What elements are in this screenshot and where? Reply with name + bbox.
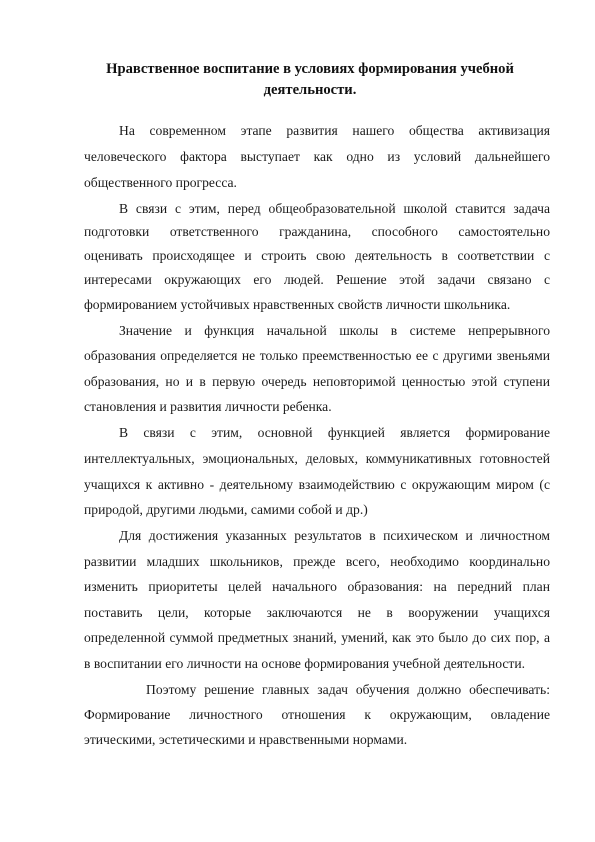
- paragraph-5-line: поставить цели, которые заключаются не в вооружении учащихся: [84, 605, 550, 620]
- paragraph-2-line: оценивать происходящее и строить свою деятельность в соответствии с: [84, 248, 550, 263]
- paragraph-5-line: Для достижения указанных результатов в психическом и личностном: [119, 528, 550, 543]
- paragraph-3-line: образования определяется не только преемственностью ее с другими звеньями: [84, 348, 550, 363]
- paragraph-2-line: интересами окружающих его людей. Решение этой задачи связано с: [84, 272, 550, 287]
- paragraph-1-line: человеческого фактора выступает как одно из условий дальнейшего: [84, 149, 550, 164]
- paragraph-4-line: учащихся к активно - деятельному взаимодействию с окружающим миром (с: [84, 477, 550, 492]
- paragraph-5-line: в воспитании его личности на основе формирования учебной деятельности.: [84, 656, 526, 671]
- paragraph-1-line: общественного прогресса.: [84, 175, 237, 190]
- paragraph-3-line: становления и развития личности ребенка.: [84, 399, 332, 414]
- document-title-line-1: Нравственное воспитание в условиях формирования учебной: [106, 61, 514, 77]
- paragraph-2-line: подготовки ответственного гражданина, способного самостоятельно: [84, 224, 550, 239]
- paragraph-3-line: образования, но и в первую очередь неповторимой ценностью этой ступени: [84, 374, 550, 389]
- paragraph-5-line: развитии младших школьников, прежде всего, необходимо координально: [84, 554, 550, 569]
- paragraph-4-line: природой, другими людьми, самими собой и др.): [84, 502, 368, 517]
- paragraph-2-line: В связи с этим, перед общеобразовательной школой ставится задача: [119, 201, 550, 216]
- paragraph-6-line: этическими, эстетическими и нравственными нормами.: [84, 732, 408, 747]
- paragraph-2-line: формированием устойчивых нравственных свойств личности школьника.: [84, 297, 511, 312]
- paragraph-6-line: Формирование личностного отношения к окружающим, овладение: [84, 707, 550, 722]
- paragraph-1-line: На современном этапе развития нашего общества активизация: [119, 123, 550, 138]
- paragraph-5-line: изменить приоритеты целей начального образования: на передний план: [84, 579, 550, 594]
- paragraph-3-line: Значение и функция начальной школы в системе непрерывного: [119, 323, 550, 338]
- paragraph-4-line: В связи с этим, основной функцией является формирование: [119, 425, 550, 440]
- paragraph-4-line: интеллектуальных, эмоциональных, деловых, коммуникативных готовностей: [84, 451, 550, 466]
- paragraph-6-line: Поэтому решение главных задач обучения должно обеспечивать:: [146, 682, 550, 697]
- paragraph-5-line: определенной суммой предметных знаний, умений, как это было до сих пор, а: [84, 630, 550, 645]
- document-title-line-2: деятельности.: [263, 82, 357, 98]
